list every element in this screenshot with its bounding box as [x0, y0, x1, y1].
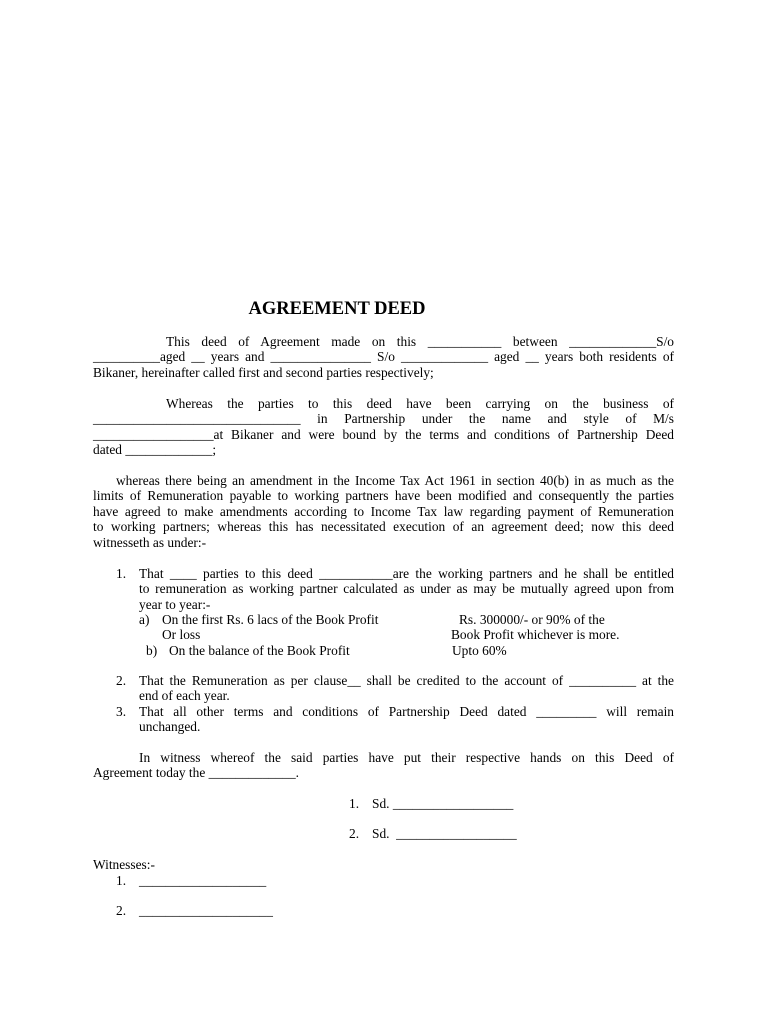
- whereas2-line-4: to working partners; whereas this has necessitated execution of an agreement deed; now this deed: [93, 519, 674, 535]
- whereas2-line-3: have agreed to make amendments according to Income Tax law regarding payment of Remuneration: [93, 503, 674, 519]
- witness-line-1: In witness whereof the said parties have put their respective hands on this Deed of: [139, 750, 674, 765]
- clause-2: [93, 673, 674, 705]
- clause-2-line-2: end of each year.: [139, 688, 230, 704]
- clause-1-line-2: to remuneration as working partner calculated as under as may be mutually agreed upon from: [139, 581, 674, 597]
- clause-1-line-1: That ____ parties to this deed ___________are the working partners and he shall be entitled: [139, 566, 674, 581]
- sub-a-text-2: Or loss: [162, 627, 201, 642]
- whereas1-line-3: __________________at Bikaner and were bound by the terms and conditions of Partnership Deed: [93, 426, 674, 442]
- witness-1-number: 1.: [116, 873, 127, 888]
- whereas1-line-4: dated _____________;: [93, 442, 217, 458]
- whereas2-line-5: witnesseth as under:-: [93, 534, 207, 550]
- witness-2-number: 2.: [116, 903, 127, 918]
- intro-line-1: This deed of Agreement made on this ___________ between _____________S/o: [166, 334, 674, 349]
- whereas1-line-1: Whereas the parties to this deed have been carrying on the business of: [166, 396, 674, 411]
- signature-1-line: Sd. __________________: [372, 796, 514, 811]
- clause-3-body: [139, 704, 674, 735]
- sub-a-label: a): [139, 612, 150, 627]
- sub-a-value: Rs. 300000/- or 90% of the: [459, 612, 605, 627]
- clause-2-body: [139, 673, 674, 704]
- sub-a-value-2: Book Profit whichever is more.: [451, 627, 620, 642]
- intro-paragraph: [93, 334, 674, 380]
- witnesses-label: Witnesses:-: [93, 857, 155, 872]
- clause-1-number: 1.: [116, 566, 127, 581]
- clause-3-line-1: That all other terms and conditions of Partnership Deed dated _________ will remain: [139, 704, 674, 719]
- signature-1-number: 1.: [349, 796, 360, 811]
- document-title-text: AGREEMENT DEED: [248, 299, 426, 319]
- intro-line-2: __________aged __ years and _______________ S/o _____________ aged __ years both residents of: [93, 349, 674, 365]
- witness-paragraph: [93, 750, 674, 781]
- whereas-paragraph-2: [93, 473, 674, 550]
- clause-1-line-3: year to year:-: [139, 596, 211, 612]
- sub-a-text: On the first Rs. 6 lacs of the Book Profit: [162, 612, 379, 627]
- clause-1-body: [139, 566, 674, 612]
- signature-2-line: Sd. __________________: [372, 826, 517, 841]
- witness-1-line: ___________________: [139, 873, 267, 888]
- clause-3-line-2: unchanged.: [139, 719, 201, 735]
- whereas2-line-2: limits of Remuneration payable to working partners have been modified and consequently the parties: [93, 488, 674, 504]
- sub-b-value: Upto 60%: [452, 643, 507, 658]
- document-title: [0, 298, 674, 320]
- clause-2-line-1: That the Remuneration as per clause__ shall be credited to the account of __________ at the: [139, 673, 674, 688]
- clause-2-number: 2.: [116, 673, 127, 688]
- clause-3: [93, 704, 674, 736]
- clause-3-number: 3.: [116, 704, 127, 719]
- whereas1-line-2: _______________________________ in Partnership under the name and style of M/s: [93, 411, 674, 427]
- sub-b-label: b): [146, 643, 158, 658]
- intro-line-3: Bikaner, hereinafter called first and second parties respectively;: [93, 364, 434, 380]
- witness-line-2: Agreement today the _____________.: [93, 765, 300, 781]
- whereas-paragraph-1: [93, 396, 674, 458]
- witness-2-line: ____________________: [139, 903, 273, 918]
- whereas2-line-1: whereas there being an amendment in the Income Tax Act 1961 in section 40(b) in as much as the: [116, 473, 674, 488]
- signature-2-number: 2.: [349, 826, 360, 841]
- sub-b-text: On the balance of the Book Profit: [169, 643, 350, 658]
